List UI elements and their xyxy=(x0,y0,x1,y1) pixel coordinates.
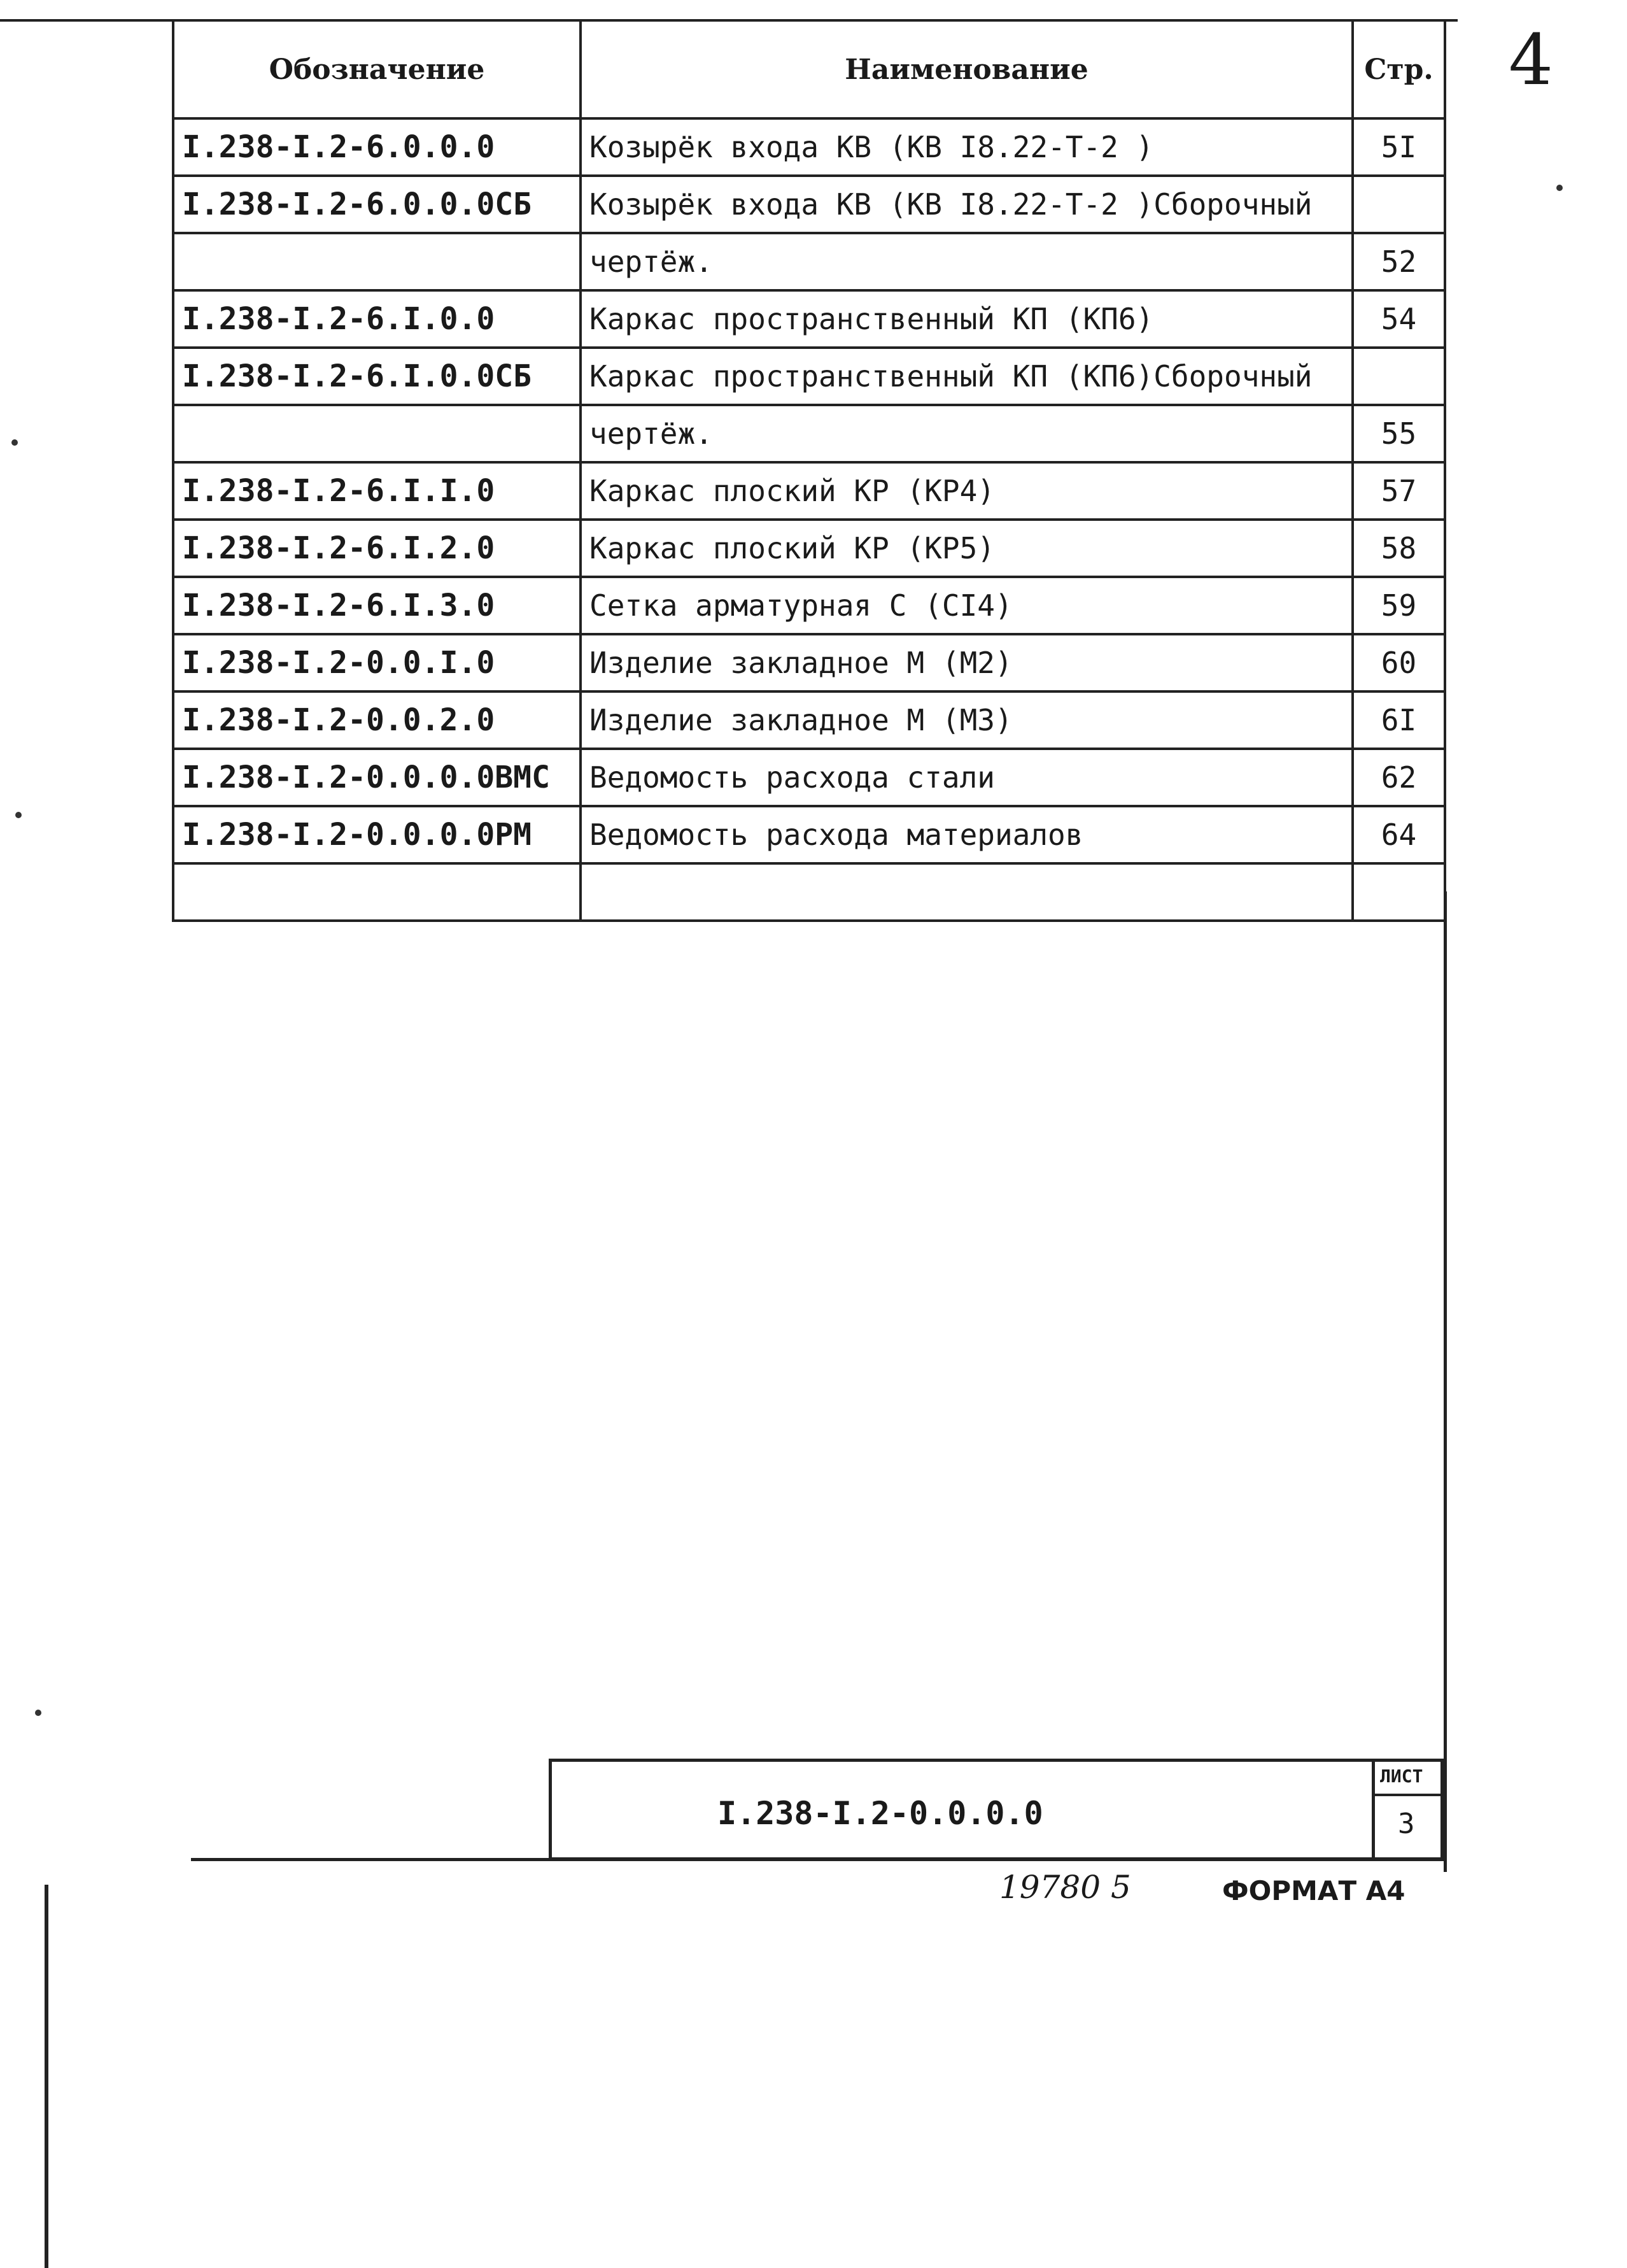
row-designation: I.238-I.2-6.0.0.0СБ xyxy=(173,176,581,233)
table-row xyxy=(173,577,1445,634)
row-name xyxy=(581,863,1353,921)
row-page: 52 xyxy=(1353,233,1445,290)
bottom-frame-line xyxy=(191,1858,1444,1861)
sheet-label: ЛИСТ xyxy=(1380,1766,1423,1787)
sheet-divider xyxy=(1375,1794,1440,1796)
row-page: 64 xyxy=(1353,806,1445,863)
corner-page-mark: 4 xyxy=(1509,19,1553,101)
row-designation: I.238-I.2-0.0.I.0 xyxy=(173,634,581,691)
row-page: 60 xyxy=(1353,634,1445,691)
row-name: Козырёк входа КВ (КВ I8.22-Т-2 )Сборочный xyxy=(581,176,1353,233)
row-designation: I.238-I.2-0.0.0.0ВМС xyxy=(173,749,581,806)
frame-right-line xyxy=(1444,891,1447,1872)
title-block xyxy=(549,1759,1444,1860)
row-page: 57 xyxy=(1353,462,1445,520)
sheet-number: 3 xyxy=(1398,1808,1415,1840)
table-row xyxy=(173,462,1445,520)
scan-speck xyxy=(1556,185,1563,191)
row-name: Ведомость расхода стали xyxy=(581,749,1353,806)
row-name: Ведомость расхода материалов xyxy=(581,806,1353,863)
row-designation xyxy=(173,233,581,290)
row-page: 54 xyxy=(1353,290,1445,348)
table-row xyxy=(173,405,1445,462)
row-page xyxy=(1353,176,1445,233)
table-header-row xyxy=(173,20,1445,118)
row-page: 5I xyxy=(1353,118,1445,176)
scan-speck xyxy=(15,812,22,818)
scan-speck xyxy=(35,1710,41,1716)
header-name: Наименование xyxy=(581,20,1353,118)
row-designation: I.238-I.2-6.I.0.0СБ xyxy=(173,348,581,405)
row-name: Изделие закладное М (М3) xyxy=(581,691,1353,749)
row-name: чертёж. xyxy=(581,233,1353,290)
table-row xyxy=(173,634,1445,691)
table-row xyxy=(173,118,1445,176)
header-designation: Обозначение xyxy=(173,20,581,118)
row-name: Сетка арматурная С (СI4) xyxy=(581,577,1353,634)
row-name: чертёж. xyxy=(581,405,1353,462)
row-designation: I.238-I.2-6.I.2.0 xyxy=(173,520,581,577)
document-code: I.238-I.2-0.0.0.0 xyxy=(717,1795,1043,1832)
table-row xyxy=(173,749,1445,806)
table-row xyxy=(173,290,1445,348)
row-designation xyxy=(173,863,581,921)
row-page: 6I xyxy=(1353,691,1445,749)
table-row xyxy=(173,348,1445,405)
sheet-box xyxy=(1372,1762,1440,1857)
row-name: Козырёк входа КВ (КВ I8.22-Т-2 ) xyxy=(581,118,1353,176)
row-designation: I.238-I.2-0.0.2.0 xyxy=(173,691,581,749)
row-page: 58 xyxy=(1353,520,1445,577)
row-designation xyxy=(173,405,581,462)
table-row xyxy=(173,233,1445,290)
row-name: Каркас пространственный КП (КП6) xyxy=(581,290,1353,348)
row-designation: I.238-I.2-6.I.3.0 xyxy=(173,577,581,634)
handwritten-number: 19780 5 xyxy=(999,1869,1131,1906)
row-name: Каркас плоский КР (КР5) xyxy=(581,520,1353,577)
table-row xyxy=(173,520,1445,577)
row-name: Каркас пространственный КП (КП6)Сборочный xyxy=(581,348,1353,405)
format-label: ФОРМАТ А4 xyxy=(1222,1875,1405,1906)
row-page xyxy=(1353,348,1445,405)
row-page xyxy=(1353,863,1445,921)
row-designation: I.238-I.2-0.0.0.0РМ xyxy=(173,806,581,863)
table-row xyxy=(173,863,1445,921)
row-designation: I.238-I.2-6.I.I.0 xyxy=(173,462,581,520)
contents-table xyxy=(172,19,1446,922)
scan-speck xyxy=(11,439,18,446)
row-name: Каркас плоский КР (КР4) xyxy=(581,462,1353,520)
row-designation: I.238-I.2-6.I.0.0 xyxy=(173,290,581,348)
binding-line xyxy=(45,1885,48,2268)
table-row xyxy=(173,691,1445,749)
header-page: Стр. xyxy=(1353,20,1445,118)
row-designation: I.238-I.2-6.0.0.0 xyxy=(173,118,581,176)
row-page: 55 xyxy=(1353,405,1445,462)
table-row xyxy=(173,806,1445,863)
row-page: 59 xyxy=(1353,577,1445,634)
table-row xyxy=(173,176,1445,233)
row-name: Изделие закладное М (М2) xyxy=(581,634,1353,691)
table-body xyxy=(173,118,1445,921)
row-page: 62 xyxy=(1353,749,1445,806)
